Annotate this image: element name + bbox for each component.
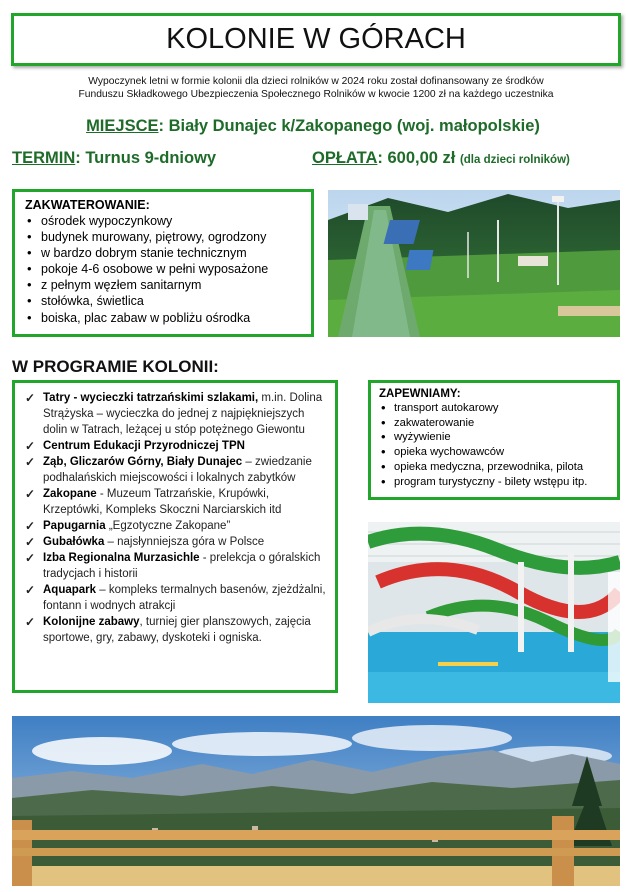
list-item: • z pełnym węzłem sanitarnym [25,277,301,293]
fee-label: OPŁATA [312,149,378,167]
program-item-text: – kompleks termalnych basenów, zjeżdżalni, fontann i wodnych atrakcji [43,584,326,612]
aquapark-illustration [368,522,620,703]
place-value: : Biały Dunajec k/Zakopanego (woj. małopolskie) [158,117,540,135]
fee-value: : 600,00 zł [377,149,456,167]
intro-text [20,75,612,101]
list-item [25,390,327,438]
intro-line-1: Wypoczynek letni w formie kolonii dla dzieci rolników w 2024 roku został dofinansowany ze środków [88,76,544,87]
program-item-title: Centrum Edukacji Przyrodniczej TPN [43,440,245,452]
list-item: • opieka medyczna, przewodnika, pilota [379,460,609,475]
list-item [25,534,327,550]
term-value: : Turnus 9-dniowy [75,149,217,167]
program-box [12,380,338,693]
mountain-panorama-photo [12,716,620,886]
fee-line [312,149,570,168]
list-item: • zakwaterowanie [379,416,609,431]
list-item: • transport autokarowy [379,401,609,416]
list-item [25,550,327,582]
provide-list [379,401,609,489]
list-item: • boiska, plac zabaw w pobliżu ośrodka [25,310,301,326]
list-item [25,518,327,534]
place-label: MIEJSCE [86,117,159,135]
term-line [12,149,216,168]
list-item [25,454,327,486]
list-item [25,582,327,614]
provide-box [368,380,620,500]
program-item-title: Papugarnia [43,520,106,532]
list-item: • w bardzo dobrym stanie technicznym [25,245,301,261]
list-item: • opieka wychowawców [379,445,609,460]
ski-jump-illustration [328,190,620,337]
list-item: • ośrodek wypoczynkowy [25,213,301,229]
list-item: • stołówka, świetlica [25,293,301,309]
term-label: TERMIN [12,149,76,167]
intro-line-2: Funduszu Składkowego Ubezpieczenia Społecznego Rolników w kwocie 1200 zł na każdego uczestnika [78,89,554,100]
mountain-panorama-illustration [12,716,620,886]
program-item-title: Zakopane [43,488,97,500]
program-list [25,390,327,646]
program-item-text: – najsłynniejsza góra w Polsce [104,536,265,548]
list-item: • program turystyczny - bilety wstępu itp. [379,475,609,490]
list-item: • budynek murowany, piętrowy, ogrodzony [25,229,301,245]
accommodation-box [12,189,314,337]
program-item-title: Izba Regionalna Murzasichle [43,552,200,564]
list-item [25,486,327,518]
program-item-text: m.in. Dolina Strążyska – wycieczka do jednej z najpiękniejszych dolin w Tatrach, leżącej u stóp potężnego Giewontu [43,392,323,436]
program-item-title: Ząb, Gliczarów Górny, Biały Dunajec [43,456,243,468]
list-item: • wyżywienie [379,430,609,445]
program-heading: W PROGRAMIE KOLONII: [12,357,219,376]
program-item-title: Kolonijne zabawy [43,616,140,628]
fee-note: (dla dzieci rolników) [459,154,570,166]
ski-jump-photo [328,190,620,337]
list-item [25,614,327,646]
program-item-text: - prelekcja o góralskich tradycjach i historii [43,552,321,580]
provide-heading: ZAPEWNIAMY: [379,388,461,400]
accommodation-list [25,213,301,326]
program-item-text: - Muzeum Tatrzańskie, Krupówki, Krzeptówki, Kompleks Skoczni Narciarskich itd [43,488,282,516]
program-item-text: – zwiedzanie podhalańskich miejscowości i lokalnych zabytków [43,456,312,484]
place-line [0,117,626,136]
list-item [25,438,327,454]
program-item-text: , turniej gier planszowych, zajęcia sportowe, gry, zabawy, dyskoteki i ogniska. [43,616,311,644]
program-item-title: Tatry - wycieczki tatrzańskimi szlakami, [43,392,259,404]
page-title-box [11,13,621,66]
page-title: KOLONIE W GÓRACH [166,23,466,55]
accommodation-heading: ZAKWATEROWANIE: [25,198,150,212]
program-item-title: Aquapark [43,584,97,596]
list-item: • pokoje 4-6 osobowe w pełni wyposażone [25,261,301,277]
program-item-text: „Egzotyczne Zakopane” [105,520,231,532]
program-item-title: Gubałówka [43,536,105,548]
aquapark-photo [368,522,620,703]
